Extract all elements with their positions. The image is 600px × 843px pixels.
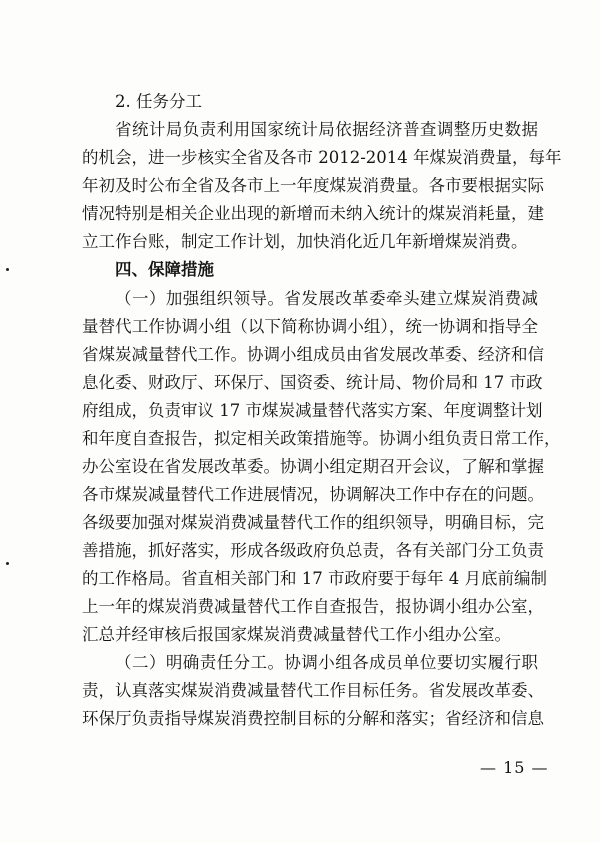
scan-mark xyxy=(6,268,9,271)
paragraph-line: 情况特别是相关企业出现的新增而未纳入统计的煤炭消耗量，建 xyxy=(82,204,544,223)
paragraph-line: 的机会，进一步核实全省及各市 2012-2014 年煤炭消费量，每年 xyxy=(82,148,562,167)
paragraph-line: （二）明确责任分工。协调小组各成员单位要切实履行职 xyxy=(115,653,538,672)
paragraph-line: 环保厅负责指导煤炭消费控制目标的分解和落实；省经济和信息 xyxy=(82,709,544,728)
paragraph-line: 各市煤炭减量替代工作进展情况，协调解决工作中存在的问题。 xyxy=(82,485,544,504)
paragraph-line: 各级要加强对煤炭消费减量替代工作的组织领导，明确目标，完 xyxy=(82,513,544,532)
paragraph-line: 的工作格局。省直相关部门和 17 市政府要于每年 4 月底前编制 xyxy=(82,569,547,588)
section-heading-safeguards: 四、保障措施 xyxy=(115,260,214,279)
paragraph-line: 量替代工作协调小组（以下简称协调小组），统一协调和指导全 xyxy=(82,317,538,336)
paragraph-line: 和年度自查报告，拟定相关政策措施等。协调小组负责日常工作， xyxy=(82,429,561,448)
scan-mark xyxy=(6,562,9,565)
page-number: — 15 — xyxy=(480,758,549,777)
paragraph-line: 办公室设在省发展改革委。协调小组定期召开会议，了解和掌握 xyxy=(82,457,544,476)
paragraph-line: 立工作台账，制定工作计划，加快消化近几年新增煤炭消费。 xyxy=(82,232,528,251)
paragraph-line: 息化委、财政厅、环保厅、国资委、统计局、物价局和 17 市政 xyxy=(82,373,543,392)
paragraph-line: 省煤炭减量替代工作。协调小组成员由省发展改革委、经济和信 xyxy=(82,345,544,364)
paragraph-line: 府组成，负责审议 17 市煤炭减量替代落实方案、年度调整计划 xyxy=(82,401,543,420)
paragraph-line: 善措施，抓好落实，形成各级政府负总责，各有关部门分工负责 xyxy=(82,541,544,560)
paragraph-line: 省统计局负责利用国家统计局依据经济普查调整历史数据 xyxy=(115,120,538,139)
subheading-task-division: 2. 任务分工 xyxy=(115,92,202,111)
paragraph-line: 汇总并经审核后报国家煤炭消费减量替代工作小组办公室。 xyxy=(82,625,511,644)
paragraph-line: 年初及时公布全省及各市上一年度煤炭消费量。各市要根据实际 xyxy=(82,176,544,195)
paragraph-line: 责，认真落实煤炭消费减量替代工作目标任务。省发展改革委、 xyxy=(82,681,544,700)
paragraph-line: （一）加强组织领导。省发展改革委牵头建立煤炭消费减 xyxy=(115,289,538,308)
paragraph-line: 上一年的煤炭消费减量替代工作自查报告，报协调小组办公室， xyxy=(82,597,544,616)
